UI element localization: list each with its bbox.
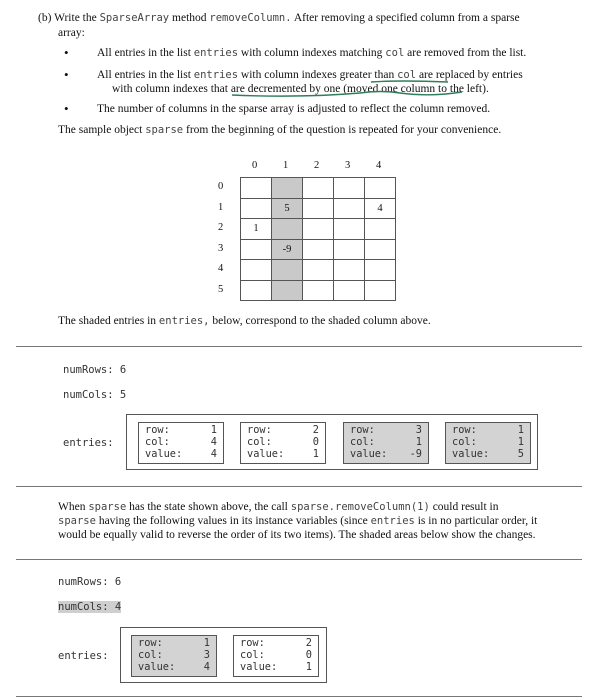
grid-cell: 1 xyxy=(241,219,272,240)
grid-row-label: 3 xyxy=(218,243,224,254)
entries-label: entries: xyxy=(63,437,114,449)
grid-cell xyxy=(334,239,365,260)
grid-cell xyxy=(303,280,334,301)
grid-col-label: 2 xyxy=(314,160,320,171)
entries-label: entries: xyxy=(58,650,109,662)
grid-row xyxy=(241,239,396,260)
grid-cell xyxy=(241,280,272,301)
when-paragraph-line3: would be equally valid to reverse the order of its two items). The shaded areas below show the changes. xyxy=(58,529,536,541)
question-intro-line2: array: xyxy=(58,27,85,39)
grid-row xyxy=(241,198,396,219)
grid-cell: 5 xyxy=(272,198,303,219)
bullet-dot: • xyxy=(64,101,69,116)
numrows-field: numRows: 6 xyxy=(63,364,127,376)
grid-row-label: 2 xyxy=(218,222,224,233)
grid-row-label: 5 xyxy=(218,284,224,295)
grid-row-label: 4 xyxy=(218,263,224,274)
divider xyxy=(16,486,582,487)
grid-row xyxy=(241,280,396,301)
grid-cell xyxy=(365,219,396,240)
when-paragraph-line2: sparse having the following values in its instance variables (since entries is in no particular order, it xyxy=(58,515,538,527)
grid-cell xyxy=(241,198,272,219)
numcols-field: numCols: 5 xyxy=(63,389,127,401)
divider xyxy=(16,696,582,697)
entry-item: row: 1 col: 3 value: 4 xyxy=(131,635,217,677)
entry-item: row: 3 col: 1 value: -9 xyxy=(343,422,429,464)
bullet-2: All entries in the list entries with column indexes greater than col are replaced by entries xyxy=(97,69,523,81)
entry-item: row: 1 col: 4 value: 4 xyxy=(138,422,224,464)
bullet-dot: • xyxy=(64,67,69,82)
bullet-3: The number of columns in the sparse array is adjusted to reflect the column removed. xyxy=(97,103,491,115)
grid-col-label: 1 xyxy=(283,160,289,171)
entry-item: row: 2 col: 0 value: 1 xyxy=(240,422,326,464)
when-paragraph-line1: When sparse has the state shown above, the call sparse.removeColumn(1) could result in xyxy=(58,501,499,513)
entry-item: row: 2 col: 0 value: 1 xyxy=(233,635,319,677)
grid-cell xyxy=(334,260,365,281)
grid-row-label: 0 xyxy=(218,181,224,192)
method-name: removeColumn. xyxy=(209,12,292,24)
grid-cell xyxy=(241,178,272,199)
question-intro: (b) Write the SparseArray method removeColumn. After removing a specified column from a sparse xyxy=(38,12,520,24)
grid-cell xyxy=(365,178,396,199)
sample-line: The sample object sparse from the beginning of the question is repeated for your convenience. xyxy=(58,124,502,136)
numrows-field: numRows: 6 xyxy=(58,576,122,588)
grid-cell xyxy=(365,239,396,260)
grid-col-label: 0 xyxy=(252,160,258,171)
grid-cell xyxy=(303,198,334,219)
grid-cell xyxy=(272,280,303,301)
class-name: SparseArray xyxy=(99,12,170,24)
numcols-field-changed: numCols: 4 xyxy=(58,601,122,613)
divider xyxy=(16,559,582,560)
grid-cell xyxy=(303,239,334,260)
grid-cell: 4 xyxy=(365,198,396,219)
grid-cell xyxy=(365,280,396,301)
sparse-grid xyxy=(240,177,396,301)
grid-row-label: 1 xyxy=(218,202,224,213)
grid-cell xyxy=(241,260,272,281)
bullet-2-line2: with column indexes that are decremented by one (moved one column to the left). xyxy=(112,83,489,95)
entry-item: row: 1 col: 1 value: 5 xyxy=(445,422,531,464)
grid-cell xyxy=(241,239,272,260)
divider xyxy=(16,346,582,347)
grid-cell xyxy=(303,260,334,281)
bullet-1: All entries in the list entries with column indexes matching col are removed from the list. xyxy=(97,47,527,59)
bullet-dot: • xyxy=(64,45,69,60)
grid-cell xyxy=(272,260,303,281)
grid-cell xyxy=(365,260,396,281)
grid-cell xyxy=(303,219,334,240)
grid-cell: -9 xyxy=(272,239,303,260)
grid-cell xyxy=(272,219,303,240)
grid-cell xyxy=(303,178,334,199)
grid-cell xyxy=(334,198,365,219)
grid-cell xyxy=(334,280,365,301)
grid-row xyxy=(241,178,396,199)
grid-cell xyxy=(334,219,365,240)
shaded-note: The shaded entries in entries, below, correspond to the shaded column above. xyxy=(58,315,431,327)
grid-cell xyxy=(272,178,303,199)
grid-row xyxy=(241,260,396,281)
grid-cell xyxy=(334,178,365,199)
grid-row xyxy=(241,219,396,240)
grid-col-label: 4 xyxy=(376,160,382,171)
grid-col-label: 3 xyxy=(345,160,351,171)
